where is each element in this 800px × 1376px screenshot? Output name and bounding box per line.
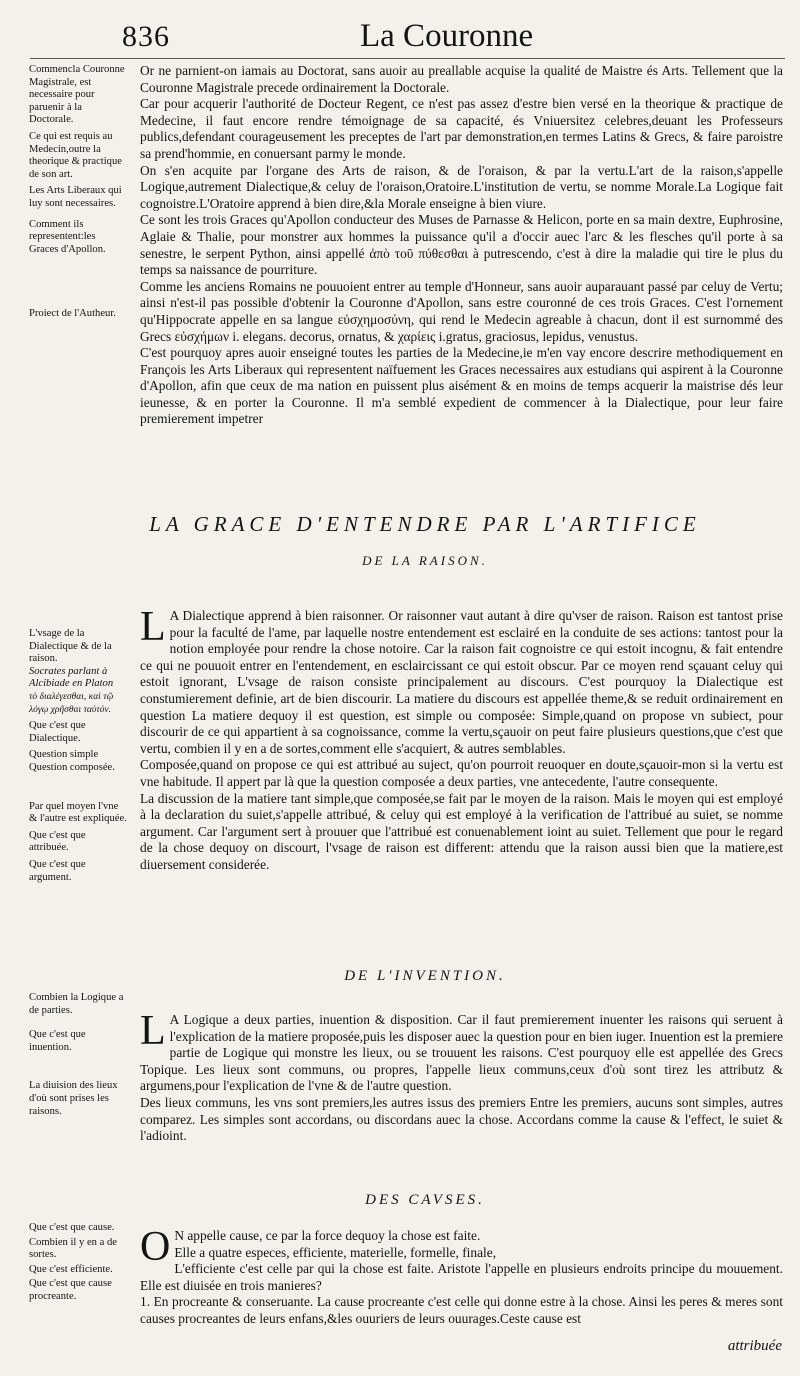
- margin-note: Que c'est que inuention.: [29, 1029, 86, 1053]
- paragraph: Elle a quatre especes, efficiente, materielle, formelle, finale,: [174, 1244, 497, 1260]
- paragraph-text: N appelle cause, ce par la force dequoy la chose est faite.: [174, 1228, 481, 1243]
- page-number: 836: [122, 20, 170, 53]
- margin-note: Combien il y en a de sortes.: [29, 1236, 117, 1261]
- paragraph-text: A Logique a deux parties, inuention & disposition. Car il faut premierement inuenter les raisons qui seruent à l'explication de la matiere proposée,puis les disposer auec la question pour en bien iuger. Inuention est la premiere partie de Logique qui monstre les lieux, ou se trouuent les raisons. C'est pourquoy elle est appellée des Grecs Topique. Les lieux sont communs, ou propres, l'appelle lieux communs,ceux d'où sont tirez les attributz & argumens,pour l'explication de l'vne & de l'autre question.: [140, 1012, 783, 1094]
- drop-cap: L: [140, 604, 166, 650]
- section-title: DE L'INVENTION.: [344, 968, 506, 984]
- section3-margin-notes: [29, 1222, 127, 1304]
- margin-note: Combien la Logique a de parties.: [29, 992, 124, 1016]
- section-title: DES CAVSES.: [365, 1192, 485, 1208]
- paragraph: [140, 604, 783, 757]
- margin-note: Les Arts Liberaux qui luy sont necessaires.: [29, 185, 122, 209]
- intro-text: [140, 63, 783, 428]
- header-rule: [30, 58, 785, 59]
- margin-note: Que c'est que attribuée.: [29, 829, 86, 854]
- margin-note: Que c'est que cause procreante.: [29, 1278, 112, 1302]
- drop-cap: O: [140, 1224, 171, 1270]
- margin-note: Proiect de l'Autheur.: [29, 308, 116, 320]
- section1-text: [140, 604, 783, 874]
- margin-note: Ce qui est requis au Medecin,outre la theorique & practique de son art.: [29, 130, 122, 180]
- section2-text: [140, 1008, 783, 1145]
- paragraph: 1. En procreante & conseruante. La cause procreante c'est celle qui donne estre à la chose. Ainsi les peres & meres sont causes procreantes de leurs enfans,&les ouuriers de leurs ouurages.Ceste cause est: [140, 1294, 783, 1326]
- paragraph: Or ne parnient-on iamais au Doctorat, sans auoir au preallable acquise la qualité de Maistre és Arts. Tellement que la Couronne Magistrale precede ordinairement la Doctorale.: [140, 63, 783, 95]
- paragraph: C'est pourquoy apres auoir enseigné toutes les parties de la Medecine,ie m'en vay encore descrire methodiquement en François les Arts Liberaux qui representent naïfuement les Graces necessaires aux estudians qui aspirent à la Couronne d'Apollon, afin que ceux de ma nation en puissent plus aisément & en moins de temps acquerir la maistrise dés leur ieunesse, & en porter la Couronne. Il m'a semblé expedient de commencer à la Dialectique, pour leur faire premierement impetrer: [140, 345, 783, 427]
- paragraph: [140, 1008, 783, 1095]
- section1-margin-notes: [29, 628, 127, 884]
- section3-text: [140, 1224, 783, 1328]
- section2-margin-notes: [29, 992, 127, 1118]
- paragraph: La discussion de la matiere tant simple,que composée,se fait par le moyen de la raison. Mais le moyen qui est employé à la declaration du suiet,s'appelle attribué, & celuy qui est employé à la verification de l'attribué au suiet, se nomme argument. Car l'argument sert à prouuer que l'attribué est conuenablement ioint au suiet. Tellement que pour le regard de la chose dequoy on discourt, l'vsage de raison est different: attendu que la raison aussi bien que la matiere,est diuersement considerée.: [140, 790, 783, 872]
- catchword: attribuée: [727, 1338, 782, 1354]
- margin-note: Comment ils representent:les Graces d'Apollon.: [29, 218, 106, 255]
- intro-margin-notes: [29, 64, 127, 321]
- margin-note: Que c'est que Dialectique.: [29, 720, 86, 744]
- paragraph: Ce sont les trois Graces qu'Apollon conducteur des Muses de Parnasse & Helicon, porte en sa main dextre, Euphrosine, Aglaie & Thalie, pour monstrer aux hommes la puissance qu'il a d'occir auec l'arc & les flesches qu'il porte à sa senestre, le serpent Python, ainsi appellé ἀπὸ τοῦ πύθεσθαι à putrescendo, c'est à dire la maladie qui tire le plus du temps sa naissance de pourriture.: [140, 212, 783, 278]
- section-title: LA GRACE D'ENTENDRE PAR L'ARTIFICE: [149, 512, 701, 536]
- drop-cap: L: [140, 1008, 166, 1054]
- margin-note: Que c'est que cause.: [29, 1222, 115, 1233]
- margin-note: τὸ διαλέγεσθαι, καὶ τῷ λόγῳ χρῆσθαι ταὐτόν.: [29, 691, 114, 715]
- margin-note: Par quel moyen l'vne & l'autre est expliquée.: [29, 800, 127, 825]
- section-subtitle: DE LA RAISON.: [362, 553, 488, 568]
- paragraph: Composée,quand on propose ce qui est attribué au suject, qu'on pourroit reuoquer en doute,sçauoir-mon si la vertu est vne habitude. Il appert par là que la question composée a deux parties, vne antecedente, l'autre consequente.: [140, 757, 783, 789]
- margin-note: Que c'est efficiente.: [29, 1263, 113, 1275]
- paragraph: Comme les anciens Romains ne pouuoient entrer au temple d'Honneur, sans auoir auparauant passé par celuy de Vertu; ainsi n'est-il pas possible d'obtenir la Couronne d'Apollon, sans estre couronné de ces trois Graces. C'est l'ornement qu'Hippocrate appelle en sa langue εὐσχημοσύνη, qui rend le Medecin agreable à chacun, dont il est surnommé des Grecs εὐσχήμων i. elegans. decorus, ornatus, & χαρίεις i.gratus, graciosus, lepidus, venustus.: [140, 278, 783, 344]
- margin-note: Socrates parlant à Alcibiade en Platon: [29, 665, 114, 690]
- margin-note: Commencla Couronne Magistrale, est necessaire pour paruenir à la Doctorale.: [29, 64, 125, 126]
- margin-note: L'vsage de la Dialectique & de la raison.: [29, 628, 112, 665]
- margin-note: Question simple: [29, 749, 99, 761]
- margin-note: Que c'est que argument.: [29, 858, 86, 883]
- margin-note: Question composée.: [29, 761, 115, 773]
- paragraph: Car pour acquerir l'authorité de Docteur Regent, ce n'est pas assez d'estre bien versé en la theorique & practique de Medecine, il faut encore rendre témoignage de sa capacité, és Vniuersitez celebres,deuant les Professeurs publics,defendant courageusement les preceptes de l'art par demonstration,en termes Latins & Grecs, & faire paroistre sa prend'hommie, en conuersant parmy le monde.: [140, 96, 783, 161]
- paragraph-text: A Dialectique apprend à bien raisonner. Or raisonner vaut autant à dire qu'vser de raison. Raison est tantost prise pour la faculté de l'ame, par laquelle nostre entendement est esclairé en la conduite de ses actions: tantost pour la notion employée pour rendre la chose notoire. Car la raison fait cognoistre ce qui estoit incognu, & fait entendre ce qui ne pouuoit entrer en l'entendement, en esclaircissant ce qui estoit obscur. Par ce moyen rend sçauant celuy qui estoit ignorant, L'vsage de raison consiste principalement au discours. C'est pourquoy la Dialectique est constumierement definie, art de bien discourir. La matiere du discours est appellée theme,& se reduit ordinairement en question La matiere dequoy il est question, est simple ou composée: Simple,quand on propose vn subiect, pour discourir de ce qui appartient à sa cognoissance, comme la vertu,sçauoir on peut faire plusieurs questions,que c'est que vertu, combien il y en a de sortes,comment elle s'acquiert, & autres semblables.: [140, 608, 783, 756]
- margin-note: La diuision des lieux d'où sont prises les raisons.: [29, 1080, 118, 1117]
- paragraph: On s'en acquite par l'organe des Arts de raison, & de l'oraison, & par la vertu.L'art de la raison,s'appelle Logique,autrement Dialectique,& celuy de l'oraison,Oratoire.L'institution de vertu, se nomme Morale.La Logique fait cognoistre.L'Oratoire apprend à bien dire,&la Morale enseigne à bien viure.: [140, 162, 783, 211]
- paragraph: L'efficiente c'est celle par qui la chose est faite. Aristote l'appelle en plusieurs endroits principe du mouuement. Elle est diuisée en trois manieres?: [140, 1261, 783, 1293]
- paragraph: Des lieux communs, les vns sont premiers,les autres issus des premiers Entre les premiers, aucuns sont simples, autres comparez. Les simples sont accordans, ou discordans auec la chose. Accordans comme la cause & l'effect, le suiet & l'adioint.: [140, 1094, 783, 1144]
- running-title: La Couronne: [360, 18, 534, 54]
